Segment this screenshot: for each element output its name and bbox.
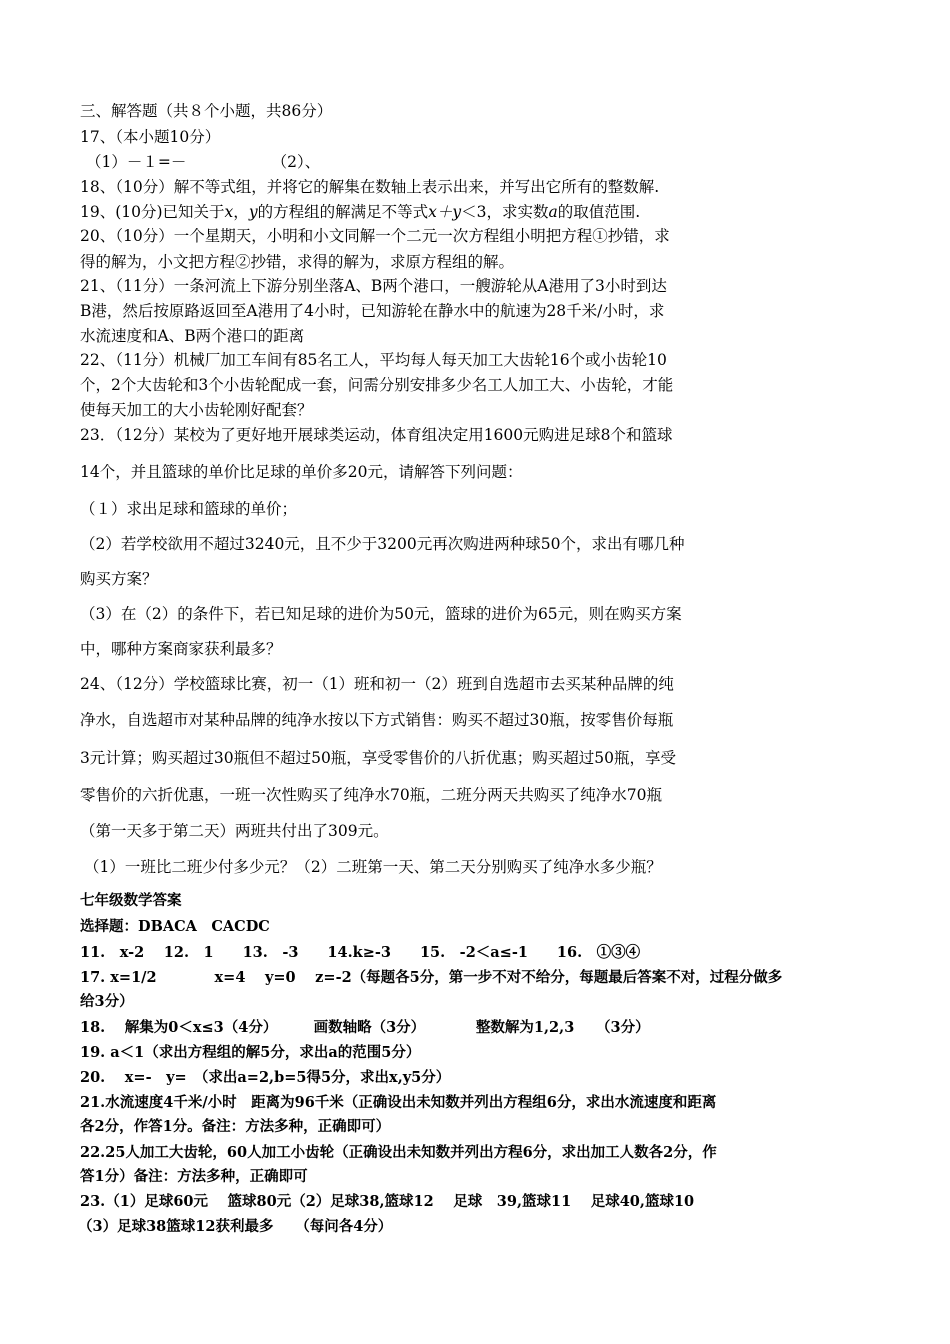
answer-23: 23.（1）足球60元 篮球80元（2）足球38,篮球12 足球 39,篮球11 足球40,篮球10: [80, 1193, 695, 1210]
answer-21: 21.水流速度4千米/小时 距离为96千米（正确设出未知数并列出方程组6分，求出水流速度和距离: [80, 1094, 717, 1111]
question-23-part-2: （2）若学校欲用不超过3240元，且不少于3200元再次购进两种球50个，求出有哪几种: [80, 535, 685, 553]
question-24-line-2: 净水，自选超市对某种品牌的纯净水按以下方式销售：购买不超过30瓶，按零售价每瓶: [80, 711, 674, 729]
answer-19: 19. a＜1（求出方程组的解5分，求出a的范围5分）: [80, 1044, 421, 1061]
answer-22-cont: 答1分）备注：方法多种，正确即可: [80, 1168, 308, 1185]
answer-18: 18. 解集为0＜x≤3（4分） 画数轴略（3分） 整数解为1,2,3 （3分）: [80, 1019, 650, 1036]
question-23-part-2-cont: 购买方案？: [80, 570, 158, 588]
question-22-line-2: 个，2个大齿轮和3个小齿轮配成一套，问需分别安排多少名工人加工大、小齿轮，才能: [80, 376, 674, 394]
question-22-line-1: 22、（11分）机械厂加工车间有85名工人，平均每人每天加工大齿轮16个或小齿轮10: [80, 351, 667, 369]
question-19: 19、(10分)已知关于x，y的方程组的解满足不等式x＋y＜3，求实数a的取值范围.: [80, 203, 641, 221]
question-24-line-1: 24、（12分）学校篮球比赛，初一（1）班和初一（2）班到自选超市去买某种品牌的纯: [80, 675, 674, 693]
question-24-line-5: （第一天多于第二天）两班共付出了309元。: [80, 822, 389, 840]
question-24-parts: （1）一班比二班少付多少元？（2）二班第一天、第二天分别购买了纯净水多少瓶？: [84, 858, 662, 876]
question-23-part-1: （１）求出足球和篮球的单价；: [80, 500, 298, 518]
answers-title: 七年级数学答案: [80, 892, 182, 909]
answer-17-cont: 给3分）: [80, 993, 134, 1010]
question-24-line-4: 零售价的六折优惠，一班一次性购买了纯净水70瓶，二班分两天共购买了纯净水70瓶: [80, 786, 662, 804]
answer-17: 17. x=1/2 x=4 y=0 z=-2（每题各5分，第一步不对不给分，每题最后答案不对，过程分做多: [80, 969, 783, 986]
section-title: 三、解答题（共８个小题，共86分）: [80, 102, 333, 120]
answer-21-cont: 各2分，作答1分。备注：方法多种，正确即可）: [80, 1118, 391, 1135]
question-21-line-2: B港，然后按原路返回至A港用了4小时，已知游轮在静水中的航速为28千米/小时，求: [80, 302, 665, 320]
question-23-part-3: （3）在（2）的条件下，若已知足球的进价为50元，篮球的进价为65元，则在购买方案: [80, 605, 682, 623]
question-24-line-3: 3元计算；购买超过30瓶但不超过50瓶，享受零售价的八折优惠；购买超过50瓶，享受: [80, 749, 677, 767]
question-20-line-1: 20、（10分）一个星期天，小明和小文同解一个二元一次方程组小明把方程①抄错，求: [80, 227, 670, 245]
question-17-title: 17、（本小题10分）: [80, 128, 221, 146]
question-23-part-3-cont: 中，哪种方案商家获利最多？: [80, 640, 282, 658]
question-22-line-3: 使每天加工的大小齿轮刚好配套？: [80, 401, 313, 419]
question-18: 18、（10分）解不等式组，并将它的解集在数轴上表示出来，并写出它所有的整数解.: [80, 178, 660, 196]
answer-choice: 选择题：DBACA CACDC: [80, 918, 270, 935]
question-21-line-3: 水流速度和A、B两个港口的距离: [80, 327, 305, 345]
question-20-line-2: 得的解为，小文把方程②抄错，求得的解为，求原方程组的解。: [80, 253, 515, 271]
question-17-parts: （1）－１=－ （2）、: [86, 153, 321, 171]
answer-23-cont: （3）足球38篮球12获利最多 （每问各4分）: [78, 1218, 393, 1235]
question-23-line-2: 14个，并且篮球的单价比足球的单价多20元，请解答下列问题：: [80, 463, 523, 481]
answer-fill-blank: 11. x-2 12. 1 13. -3 14.k≥-3 15. -2＜a≤-1 16. ①③④: [80, 944, 641, 961]
question-21-line-1: 21、（11分）一条河流上下游分别坐落A、B两个港口，一艘游轮从A港用了3小时到达: [80, 277, 667, 295]
question-23-line-1: 23．（12分）某校为了更好地开展球类运动，体育组决定用1600元购进足球8个和篮球: [80, 426, 673, 444]
answer-22: 22.25人加工大齿轮，60人加工小齿轮（正确设出未知数并列出方程6分，求出加工人数各2分，作: [80, 1144, 717, 1161]
answer-20: 20. x=- y= （求出a=2,b=5得5分，求出x,y5分）: [80, 1069, 451, 1086]
